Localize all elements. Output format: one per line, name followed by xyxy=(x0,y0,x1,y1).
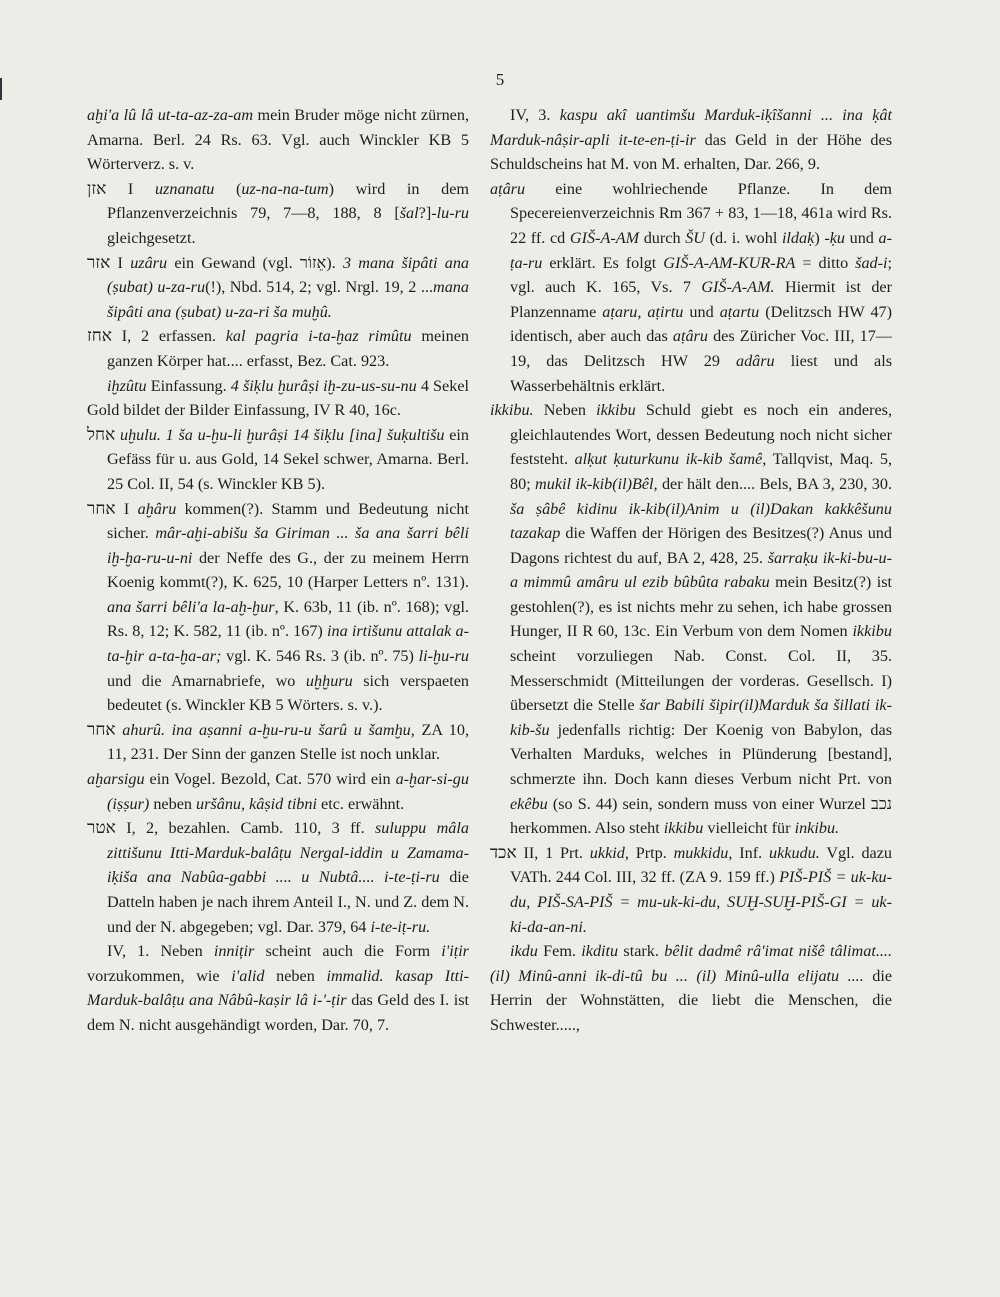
transliteration-text: aṭartu xyxy=(719,302,760,321)
transliteration-text: mâr-aḫi-abišu ša Giriman ... ša ana šarri bêli iḫ-ḫa-ru-u-ni xyxy=(107,524,469,567)
entry-root: אחז xyxy=(87,326,113,347)
gloss-text: Neben xyxy=(533,401,597,420)
transliteration-text: immalid. kasap Itti-Marduk-balâṭu ana Nâbû-kaṣir lâ i-'-ṭir xyxy=(87,966,469,1010)
transliteration-text: ukkid, xyxy=(589,843,629,862)
gloss-text: = ditto xyxy=(795,253,856,272)
entry-root: אזן xyxy=(87,178,107,199)
gloss-text: und die Amarnabriefe, wo xyxy=(107,671,306,690)
transliteration-text: uz-na-na-tum xyxy=(241,179,329,198)
gloss-text: IV, 3. xyxy=(510,106,560,124)
gloss-text: ) wird in dem Pflanzenverzeichnis 79, 7—8, 188, 8 [ xyxy=(107,179,470,223)
gloss-text: die Datteln haben je nach ihrem Anteil I., N. und Z. dem N. und der N. abgegeben; vgl. Dar. 379, 64 xyxy=(107,868,469,936)
gloss-text: und xyxy=(845,228,879,247)
gloss-text: etc. erwähnt. xyxy=(317,794,405,813)
transliteration-text: ikkibu xyxy=(852,622,892,641)
transliteration-text: kaspu akî uantimšu Marduk-iḳîšanni ... ina ḳât Marduk-nâṣir-apli it-te-en-ṭi-ir xyxy=(490,106,892,149)
transliteration-text: li-ḫu-ru xyxy=(418,647,469,666)
transliteration-text: aḫâru xyxy=(137,499,177,518)
dictionary-entry xyxy=(490,939,892,1037)
gloss-text: meinen ganzen Körper hat.... erfasst, Bez. Cat. 923. xyxy=(107,327,470,370)
dictionary-entry xyxy=(87,767,469,816)
transliteration-text: 3 mana šipâti ana (ṣubat) u-za-ru xyxy=(107,253,470,297)
gloss-text: I, 2, bezahlen. Camb. 110, 3 ff. xyxy=(126,819,375,838)
gloss-text: scheint vorzuliegen Nab. Const. Col. II, 35. Messerschmidt (Mitteilungen der vorderas. Gesellsch. I) übersetzt die Stelle xyxy=(510,647,892,715)
transliteration-text: a-ṭa-ru xyxy=(510,228,893,272)
transliteration-text: uḫḫuru xyxy=(305,671,353,690)
transliteration-text: uzâru xyxy=(130,253,168,272)
gloss-text: ?]- xyxy=(418,204,437,223)
gloss-text: (Delitzsch HW 47) identisch, aber auch das xyxy=(510,302,893,346)
transliteration-text: ana šarri bêli'a la-aḫ-ḫur xyxy=(107,597,275,616)
gloss-text: (so S. 44) sein, sondern muss von einer Wurzel xyxy=(547,794,872,813)
gloss-text: und xyxy=(683,302,720,321)
entry-root: אחל xyxy=(87,424,116,445)
dictionary-entry xyxy=(87,103,469,177)
dictionary-entry xyxy=(490,177,892,398)
transliteration-text: aṭâru xyxy=(672,327,708,346)
transliteration-text: mukil ik-kib(il)Bêl, xyxy=(535,474,658,493)
transliteration-text: i'iṭir xyxy=(441,942,469,961)
entry-root: אטר xyxy=(87,818,116,839)
gloss-text: ( xyxy=(214,179,242,198)
transliteration-text: adâru xyxy=(735,351,775,370)
gloss-text: erklärt. Es folgt xyxy=(542,253,664,272)
gloss-text: I xyxy=(127,179,155,198)
entry-root: אחר xyxy=(87,719,116,740)
page-number: 5 xyxy=(495,70,505,89)
transliteration-text: ikdu xyxy=(510,942,538,961)
transliteration-text: inkibu. xyxy=(794,819,840,838)
entry-root: אכד xyxy=(490,842,517,863)
transliteration-text: ukkudu. xyxy=(769,843,820,862)
gloss-text: II, 1 Prt. xyxy=(523,843,590,862)
gloss-text: neben xyxy=(149,794,197,813)
gloss-text: stark. xyxy=(618,942,665,961)
gloss-text: das Geld in der Höhe des Schuldscheins hat M. von M. erhalten, Dar. 266, 9. xyxy=(490,130,892,174)
gloss-text: (!), Nbd. 514, 2; vgl. Nrgl. 19, 2 ... xyxy=(205,278,434,297)
entry-root: אחר xyxy=(87,498,116,519)
gloss-text: neben xyxy=(264,966,327,985)
gloss-text: I xyxy=(123,499,138,518)
transliteration-text: mana šipâti ana (ṣubat) u-za-ri ša muḫû. xyxy=(107,278,469,321)
transliteration-text: šad-i xyxy=(855,253,888,272)
gloss-text: Einfassung. xyxy=(146,376,231,395)
gloss-text: Prtp. xyxy=(628,843,674,862)
transliteration-text: ekêbu xyxy=(510,794,548,813)
gloss-text: des Züricher Voc. III, 17—19, das Delitzsch HW 29 xyxy=(510,327,892,370)
gloss-text: I xyxy=(117,253,131,272)
gloss-text: IV, 1. Neben xyxy=(107,942,214,961)
transliteration-text: aḫarsigu xyxy=(87,770,145,789)
dictionary-entry xyxy=(87,816,469,939)
gloss-text: der Neffe des G., der zu meinem Herrn Koenig kommt(?), K. 625, 10 (Harper Letters nº. 131). xyxy=(107,548,469,592)
transliteration-text: suluppu mâla zittišunu Itti-Marduk-balâṭu Nergal-iddin u Zamama-iḳiša ana Nabûa-gabbi .... u Nubtâ.... i-te-ṭi-ru xyxy=(107,819,469,887)
gloss-text: נכב xyxy=(871,794,892,813)
dictionary-entry xyxy=(87,251,469,325)
transliteration-text: lu-ru xyxy=(436,204,469,223)
gloss-text: Inf. xyxy=(732,843,769,862)
transliteration-text: ildaḳ xyxy=(781,228,815,247)
transliteration-text: ikkibu xyxy=(596,401,636,420)
gloss-text: liest und als Wasserbehältnis erklärt. xyxy=(510,351,892,395)
transliteration-text: uḫulu. 1 ša u-ḫu-li ḫurâṣi 14 šiḳlu [ina] šuḳultišu xyxy=(119,425,445,444)
gloss-text: ein Gewand (vgl. xyxy=(167,253,300,272)
gloss-text: Vgl. dazu VATh. 244 Col. III, 32 ff. (ZA 9. 159 ff.) xyxy=(510,843,893,887)
gloss-text: das Geld des I. ist dem N. nicht ausgehändigt worden, Dar. 70, 7. xyxy=(87,991,469,1034)
gloss-text: ; vgl. auch K. 165, Vs. 7 xyxy=(510,253,893,297)
gloss-text: der hält den.... Bels, BA 3, 230, 30. xyxy=(657,474,893,493)
transliteration-text: a-ḫar-si-gu (iṣṣur) xyxy=(107,770,469,813)
transliteration-text: iḫzûtu xyxy=(107,376,147,395)
gloss-text: eine wohlriechende Pflanze. In dem Specereienverzeichnis Rm 367 + 83, 1—18, 461a wird Rs. 22 ff. cd xyxy=(510,179,892,247)
dictionary-entry xyxy=(87,324,469,373)
transliteration-text: uznanatu xyxy=(154,179,215,198)
transliteration-text: ikditu xyxy=(581,942,619,961)
transliteration-text: ša ṣâbê kidinu ik-kib(il)Anim u (il)Dakan kakkêšunu tazakap xyxy=(510,499,892,543)
gloss-text: Fem. xyxy=(537,942,582,961)
transliteration-text: šar Babili šipir(il)Marduk ša šillati ik-kib-šu xyxy=(510,696,892,739)
dictionary-entry xyxy=(490,841,892,939)
transliteration-text: ḳu xyxy=(829,228,845,247)
gloss-text: durch xyxy=(639,228,686,247)
gloss-text: mein Besitz(?) ist gestohlen(?), es ist nichts mehr zu sehen, ich habe grossen Hunger, II R 60, 13c. Ein Verbum von dem Nomen xyxy=(510,573,892,641)
gloss-text: gleichgesetzt. xyxy=(107,228,196,247)
dictionary-entry xyxy=(87,177,469,251)
transliteration-text: i-te-iṭ-ru. xyxy=(370,917,431,936)
gloss-text: ) - xyxy=(814,228,830,247)
dictionary-entry xyxy=(490,103,892,177)
gloss-text: vgl. K. 546 Rs. 3 (ib. nº. 75) xyxy=(221,647,419,666)
gloss-text: die Herrin der Wohnstätten, die liebt die Menschen, die Schwester....., xyxy=(490,966,893,1034)
transliteration-text: ikkibu xyxy=(663,819,704,838)
gloss-text: ZA 10, 11, 231. Der Sinn der ganzen Stelle ist noch unklar. xyxy=(107,720,470,764)
gloss-text: die Waffen der Hörigen des Besitzes(?) Anus und Dagons richtest du auf, BA 2, 428, 25. xyxy=(510,524,892,567)
transliteration-text: i'alid xyxy=(231,966,265,985)
gloss-text: ). xyxy=(326,253,343,272)
transliteration-text: uršânu, kâṣid tibni xyxy=(196,794,317,813)
transliteration-text: mukkidu, xyxy=(673,843,733,862)
transliteration-text: ikkibu. xyxy=(490,401,534,420)
gloss-text: kommen(?). Stamm und Bedeutung nicht sicher. xyxy=(107,499,470,543)
transliteration-text: GIŠ-A-AM-KUR-RA xyxy=(663,253,796,272)
dictionary-entry xyxy=(87,374,469,423)
gloss-text: I, 2 erfassen. xyxy=(121,327,226,346)
dictionary-entry xyxy=(87,939,469,1037)
dictionary-entry xyxy=(87,718,469,767)
entry-root: אזר xyxy=(87,252,111,273)
transliteration-text: alḳut ḳuturkunu ik-kib šamê, xyxy=(574,450,767,469)
gloss-text: Schuld giebt es noch ein anderes, gleichlautendes Wort, dessen Bedeutung noch nicht sicher feststeht. xyxy=(510,401,892,469)
gloss-text: herkommen. Also steht xyxy=(510,819,664,838)
gloss-text: ein Vogel. Bezold, Cat. 570 wird ein xyxy=(144,770,396,789)
dictionary-entry xyxy=(490,398,892,841)
transliteration-text: aḫi'a lû lâ ut-ta-az-za-am xyxy=(87,106,254,124)
gloss-text: אֵזוֹר xyxy=(299,253,327,272)
gloss-text: scheint auch die Form xyxy=(254,942,442,961)
transliteration-text: 4 šiḳlu ḫurâṣi iḫ-zu-us-su-nu xyxy=(230,376,417,395)
gloss-text: ein Gefäss für u. aus Gold, 14 Sekel schwer, Amarna. Berl. 25 Col. II, 54 (s. Winckler KB 5). xyxy=(107,425,469,493)
gloss-text: Tallqvist, Maq. 5, 80; xyxy=(510,450,892,493)
transliteration-text: PIŠ-PIŠ = uk-ku-du, PIŠ-SA-PIŠ = mu-uk-ki-du, SUḪ-SUḪ-PIŠ-GI = uk-ki-da-an-ni. xyxy=(510,868,892,936)
transliteration-text: ina irtišunu attalak a-ta-ḫir a-ta-ḫa-ar; xyxy=(107,622,470,666)
gloss-text: jedenfalls richtig: Der Koenig von Babylon, das Verhalten Marduks, welches in Plünderung [bestand], schmerzte ihn. Doch kann dieses Verbum nicht Prt. von xyxy=(510,720,892,789)
transliteration-text: innițir xyxy=(213,942,255,961)
transliteration-text: šal xyxy=(399,204,419,223)
transliteration-text: kal pagria i-ta-ḫaz rimûtu xyxy=(225,327,412,346)
transliteration-text: aṭaru, aṭirtu xyxy=(602,302,684,321)
transliteration-text: ahurû. ina aṣanni a-ḫu-ru-u šarû u šamḫu, xyxy=(122,720,415,739)
gloss-text: (d. i. wohl xyxy=(705,228,782,247)
gloss-text: vorzukommen, wie xyxy=(87,966,232,985)
gloss-text: Hiermit ist der Planzenname xyxy=(510,278,892,321)
transliteration-text: bêlit dadmê râ'imat nišê tâlimat.... (il) Minû-anni ik-di-tû bu ... (il) Minû-ulla elijatu .... xyxy=(490,942,893,985)
dictionary-entry xyxy=(87,497,469,718)
transliteration-text: ŠU xyxy=(685,228,705,247)
transliteration-text: GIŠ-A-AM. xyxy=(701,278,775,297)
right-column xyxy=(490,103,892,1038)
transliteration-text: GIŠ-A-AM xyxy=(569,228,640,247)
gloss-text: , K. 63b, 11 (ib. nº. 168); vgl. Rs. 8, 12; K. 582, 11 (ib. nº. 167) xyxy=(107,597,469,641)
dictionary-entry xyxy=(87,423,469,497)
gloss-text: 4 Sekel Gold bildet der Bilder Einfassung, IV R 40, 16c. xyxy=(87,376,470,420)
transliteration-text: aṭâru xyxy=(490,179,526,198)
gloss-text: mein Bruder möge nicht zürnen, Amarna. Berl. 24 Rs. 63. Vgl. auch Winckler KB 5 Wörterverz. s. v. xyxy=(87,106,469,174)
gloss-text: vielleicht für xyxy=(703,819,795,838)
transliteration-text: šarraḳu ik-ki-bu-u-a mimmû amâru ul ezib bûbûta rabaku xyxy=(510,548,892,592)
gloss-text: sich verspaeten bedeutet (s. Winckler KB 5 Wörters. s. v.). xyxy=(107,671,469,715)
left-column xyxy=(87,103,469,1038)
